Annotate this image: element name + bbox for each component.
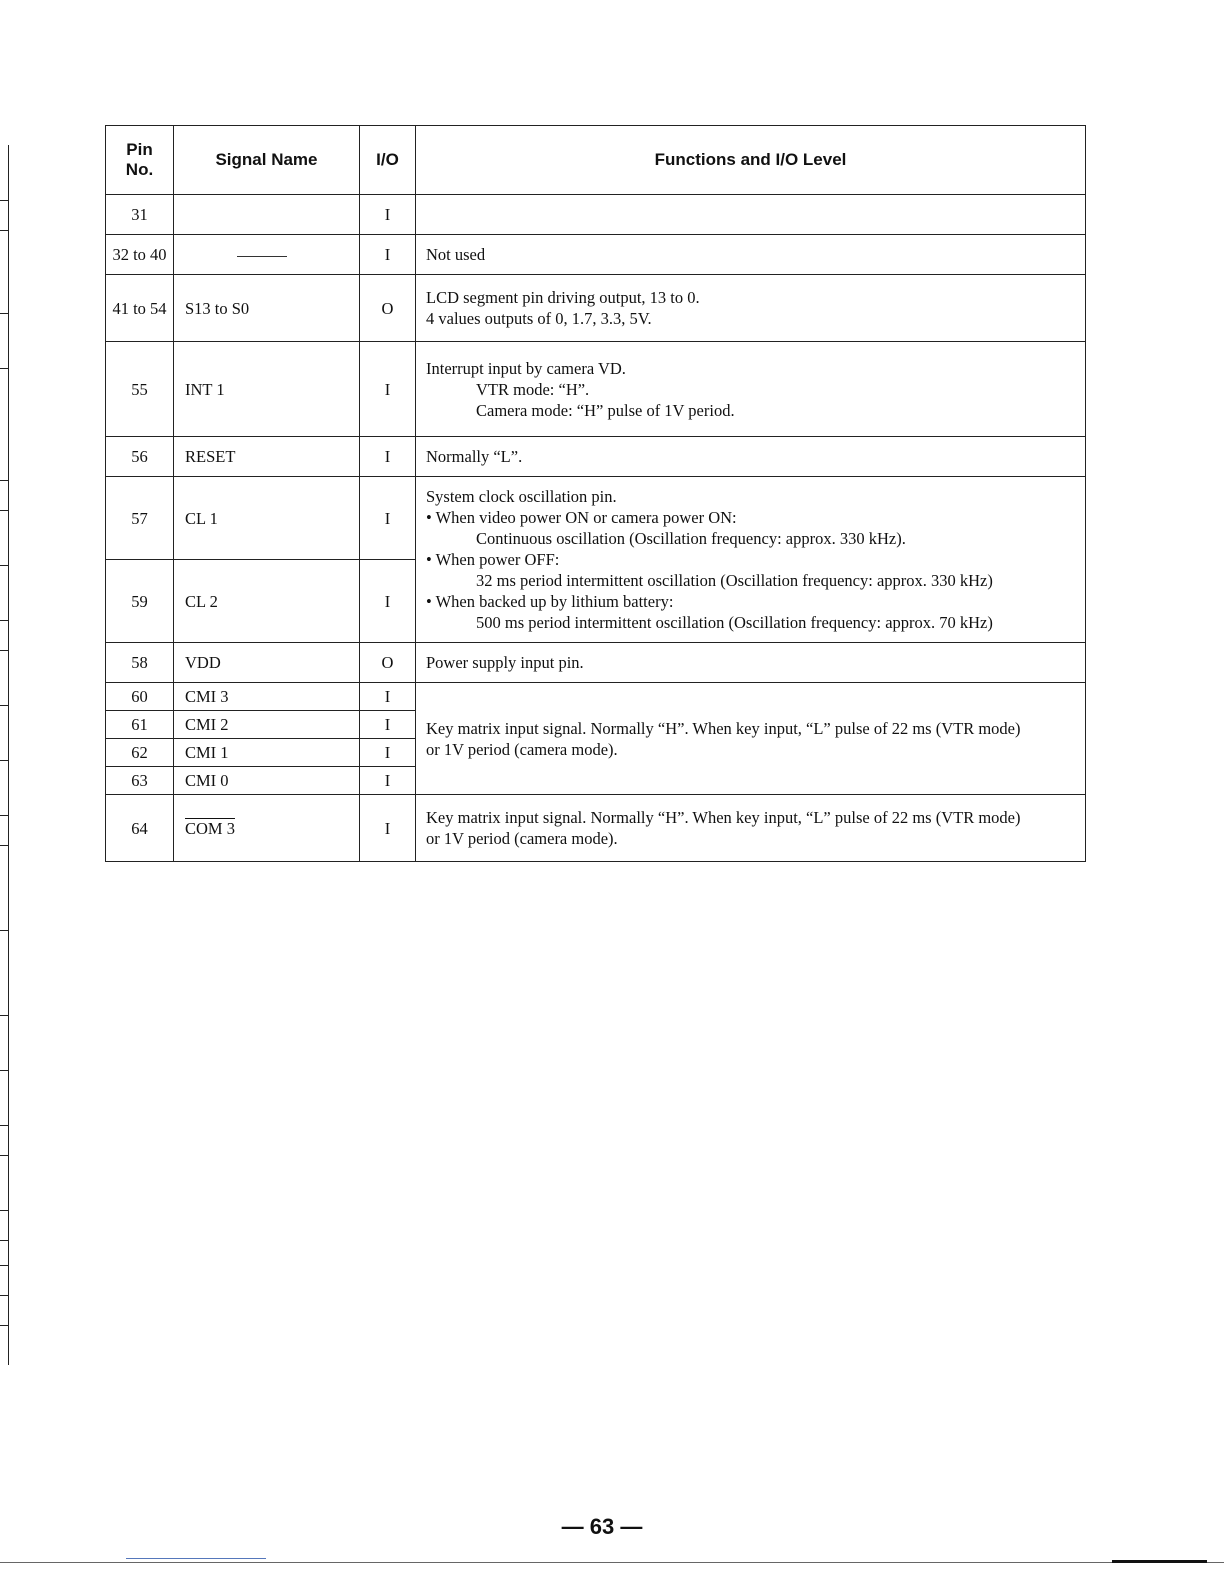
binding-edge-tick: [0, 1265, 8, 1266]
function-text: [416, 795, 1086, 862]
binding-edge-tick: [0, 930, 8, 931]
binding-edge-tick: [0, 1070, 8, 1071]
table-row: [106, 795, 1086, 862]
function-line: 32 ms period intermittent oscillation (Oscillation frequency: approx. 330 kHz): [476, 571, 993, 590]
function-line: VTR mode: “H”.: [476, 379, 590, 399]
binding-edge-tick: [0, 705, 8, 706]
io-type: I: [360, 767, 416, 795]
signal-name: CMI 2: [174, 711, 360, 739]
io-type: O: [360, 275, 416, 342]
footer-blue-rule: [126, 1558, 266, 1559]
signal-name: [174, 195, 360, 235]
pin-no: 31: [106, 195, 174, 235]
binding-edge-tick: [0, 480, 8, 481]
binding-edge-tick: [0, 815, 8, 816]
io-type: I: [360, 560, 416, 643]
signal-name: INT 1: [174, 342, 360, 437]
function-line: 500 ms period intermittent oscillation (Oscillation frequency: approx. 70 kHz): [476, 613, 993, 632]
binding-edge-tick: [0, 620, 8, 621]
header-signal-name: Signal Name: [174, 126, 360, 195]
signal-name: CMI 3: [174, 683, 360, 711]
header-functions: Functions and I/O Level: [416, 126, 1086, 195]
function-line: Camera mode: “H” pulse of 1V period.: [476, 400, 735, 420]
pin-no: 41 to 54: [106, 275, 174, 342]
pin-no: 55: [106, 342, 174, 437]
table-row: [106, 683, 1086, 711]
io-type: I: [360, 711, 416, 739]
binding-edge-tick: [0, 650, 8, 651]
table-row: [106, 437, 1086, 477]
function-line: Continuous oscillation (Oscillation frequency: approx. 330 kHz).: [476, 529, 906, 548]
function-line: 4 values outputs of 0, 1.7, 3.3, 5V.: [426, 309, 652, 328]
function-line: Interrupt input by camera VD.: [426, 358, 626, 378]
signal-name-overbar: COM 3: [185, 818, 235, 838]
function-text: Normally “L”.: [416, 437, 1086, 477]
function-text: Not used: [416, 235, 1086, 275]
pin-function-table: [105, 125, 1086, 862]
pin-no: 63: [106, 767, 174, 795]
table-row: [106, 195, 1086, 235]
function-line: Key matrix input signal. Normally “H”. When key input, “L” pulse of 22 ms (VTR mode): [426, 808, 1021, 827]
signal-name: CL 2: [174, 560, 360, 643]
binding-edge-tick: [0, 1325, 8, 1326]
binding-edge-tick: [0, 1295, 8, 1296]
pin-no: 60: [106, 683, 174, 711]
signal-name: CMI 1: [174, 739, 360, 767]
function-line: or 1V period (camera mode).: [426, 739, 618, 759]
binding-edge-tick: [0, 565, 8, 566]
pin-no: 56: [106, 437, 174, 477]
table-row: [106, 235, 1086, 275]
signal-name: CMI 0: [174, 767, 360, 795]
footer-right-rule: [1112, 1560, 1207, 1563]
function-text: [416, 275, 1086, 342]
function-line: or 1V period (camera mode).: [426, 829, 618, 848]
binding-edge-tick: [0, 1125, 8, 1126]
table-header-row: [106, 126, 1086, 195]
signal-name: S13 to S0: [174, 275, 360, 342]
binding-edge-tick: [0, 510, 8, 511]
binding-edge-tick: [0, 230, 8, 231]
binding-edge-tick: [0, 760, 8, 761]
pin-no: 57: [106, 477, 174, 560]
function-line: • When backed up by lithium battery:: [426, 592, 674, 611]
function-line: System clock oscillation pin.: [426, 487, 617, 506]
binding-edge-rule: [0, 145, 9, 1365]
function-line: • When video power ON or camera power ON:: [426, 508, 737, 527]
io-type: I: [360, 683, 416, 711]
pin-no: 62: [106, 739, 174, 767]
header-pin-no: Pin No.: [106, 126, 174, 195]
signal-name: CL 1: [174, 477, 360, 560]
binding-edge-tick: [0, 1240, 8, 1241]
binding-edge-tick: [0, 1210, 8, 1211]
binding-edge-tick: [0, 1015, 8, 1016]
function-text: [416, 195, 1086, 235]
pin-no: 64: [106, 795, 174, 862]
pin-no: 32 to 40: [106, 235, 174, 275]
binding-edge-tick: [0, 368, 8, 369]
signal-name: VDD: [174, 643, 360, 683]
key-matrix-function-text: [416, 683, 1086, 795]
pin-no: 59: [106, 560, 174, 643]
pin-no: 61: [106, 711, 174, 739]
io-type: I: [360, 739, 416, 767]
pin-no: 58: [106, 643, 174, 683]
no-signal-dash: [237, 256, 287, 257]
table-row: [106, 342, 1086, 437]
io-type: I: [360, 342, 416, 437]
binding-edge-tick: [0, 313, 8, 314]
function-text: [416, 342, 1086, 437]
io-type: I: [360, 437, 416, 477]
footer-rule: [0, 1562, 1224, 1563]
signal-name: [174, 795, 360, 862]
clock-function-text: [416, 477, 1086, 643]
io-type: O: [360, 643, 416, 683]
signal-name: RESET: [174, 437, 360, 477]
function-line: LCD segment pin driving output, 13 to 0.: [426, 288, 700, 307]
function-line: • When power OFF:: [426, 550, 560, 569]
binding-edge-tick: [0, 200, 8, 201]
binding-edge-tick: [0, 845, 8, 846]
header-io: I/O: [360, 126, 416, 195]
io-type: I: [360, 235, 416, 275]
binding-edge-tick: [0, 1155, 8, 1156]
function-line: Key matrix input signal. Normally “H”. When key input, “L” pulse of 22 ms (VTR mode): [426, 718, 1021, 738]
io-type: I: [360, 477, 416, 560]
io-type: I: [360, 795, 416, 862]
signal-name: [174, 235, 360, 275]
page-number: — 63 —: [561, 1514, 643, 1539]
table-row: [106, 643, 1086, 683]
function-text: Power supply input pin.: [416, 643, 1086, 683]
io-type: I: [360, 195, 416, 235]
table-row: [106, 477, 1086, 560]
table-row: [106, 275, 1086, 342]
